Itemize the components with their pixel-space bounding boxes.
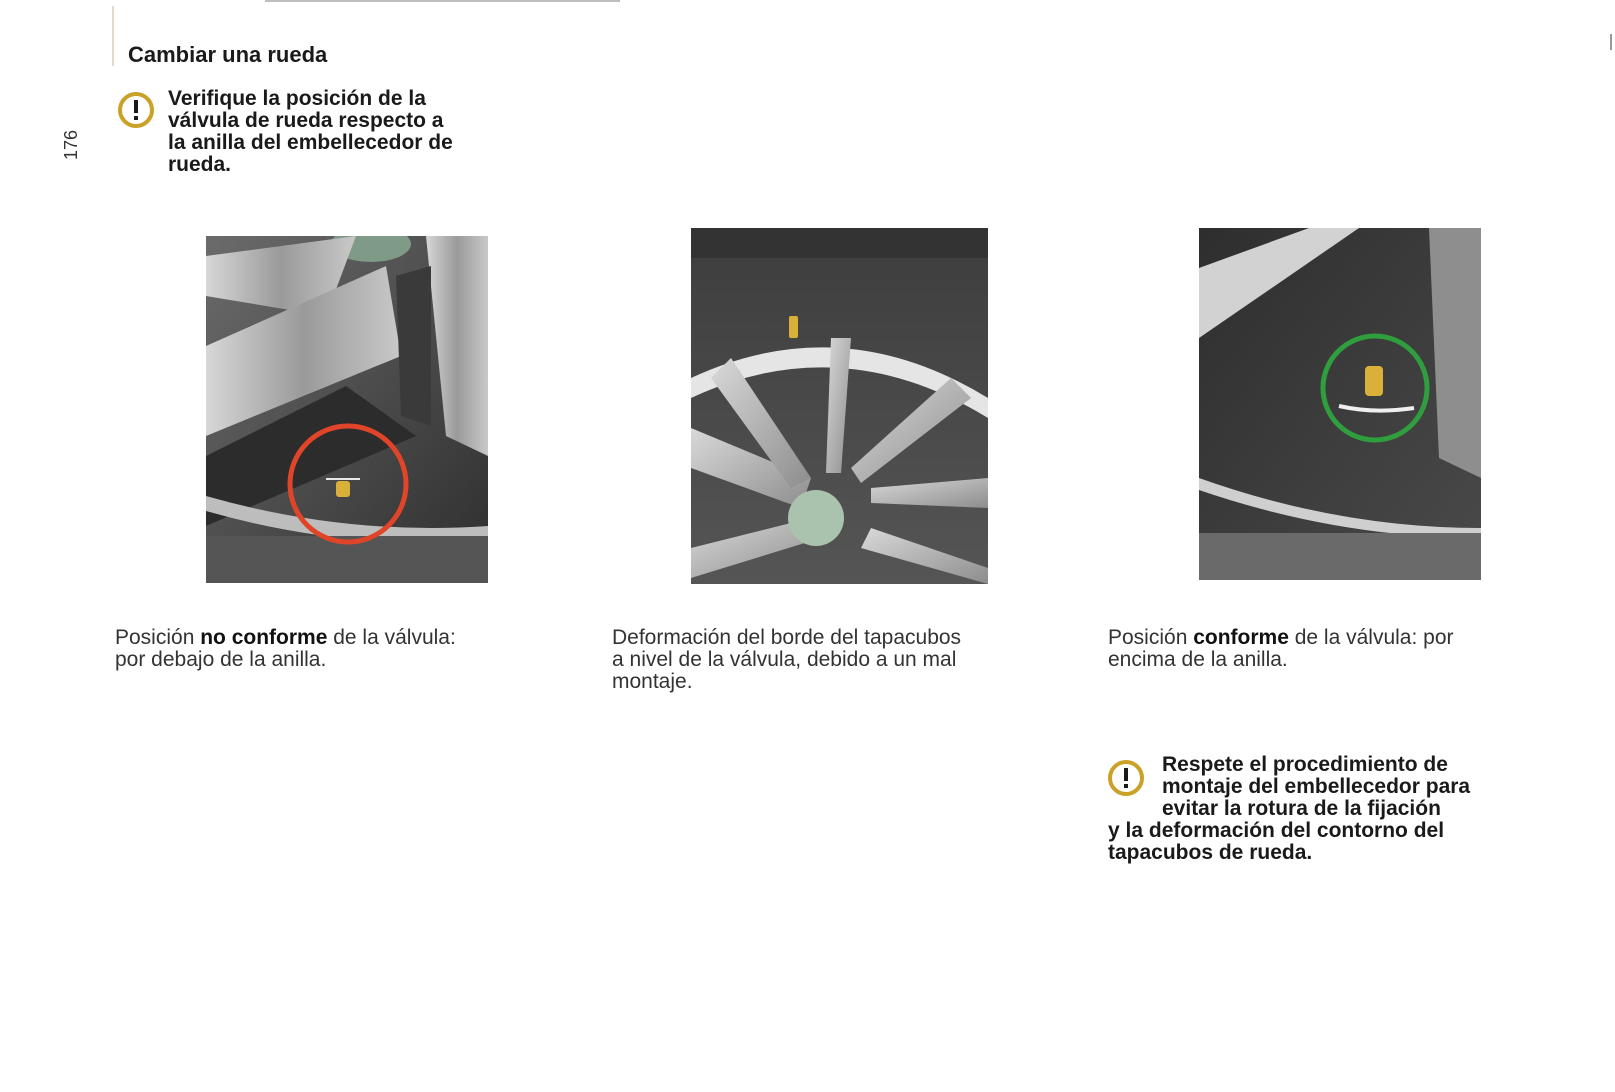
page-number: 176 <box>61 129 81 160</box>
edge-mark <box>1610 34 1612 50</box>
margin-bar <box>112 6 114 66</box>
section-title: Cambiar una rueda <box>128 42 328 67</box>
wheel-photo-deformed <box>691 228 988 584</box>
warning-top-line: la anilla del embellecedor de <box>168 131 453 154</box>
caption-text: Deformación del borde del tapacubos <box>612 626 962 649</box>
warning-bottom-line: montaje del embellecedor para <box>1162 775 1471 798</box>
warning-top-line: Verifique la posición de la <box>168 87 426 110</box>
warning-bottom-line: y la deformación del contorno del <box>1108 819 1445 842</box>
caption-text: a nivel de la válvula, debido a un mal <box>612 648 957 671</box>
caption-text: montaje. <box>612 670 693 693</box>
warning-bottom <box>1108 754 1568 864</box>
top-rule <box>265 0 620 2</box>
caption-text: de la válvula: <box>327 626 456 649</box>
warning-bottom-line: tapacubos de rueda. <box>1108 841 1313 864</box>
caption-text: por debajo de la anilla. <box>115 648 327 671</box>
caption-emphasis: conforme <box>1193 626 1289 649</box>
caption-nonconforming <box>115 627 575 671</box>
warning-top-line: válvula de rueda respecto a <box>168 109 444 132</box>
wheel-photo-nonconforming <box>206 236 488 583</box>
warning-exclamation-icon <box>1108 760 1144 796</box>
warning-bottom-line: Respete el procedimiento de <box>1162 753 1448 776</box>
caption-text: de la válvula: por <box>1288 626 1454 649</box>
caption-text: encima de la anilla. <box>1108 648 1288 671</box>
caption-deformed <box>612 627 1072 693</box>
caption-conforming <box>1108 627 1568 671</box>
warning-bottom-line: evitar la rotura de la fijación <box>1162 797 1441 820</box>
caption-emphasis: no conforme <box>200 626 328 649</box>
wheel-photo-conforming <box>1199 228 1481 580</box>
warning-top <box>118 88 538 176</box>
caption-text: Posición <box>1108 626 1194 649</box>
warning-exclamation-icon <box>118 92 154 128</box>
warning-top-line: rueda. <box>168 153 232 176</box>
caption-text: Posición <box>115 626 201 649</box>
